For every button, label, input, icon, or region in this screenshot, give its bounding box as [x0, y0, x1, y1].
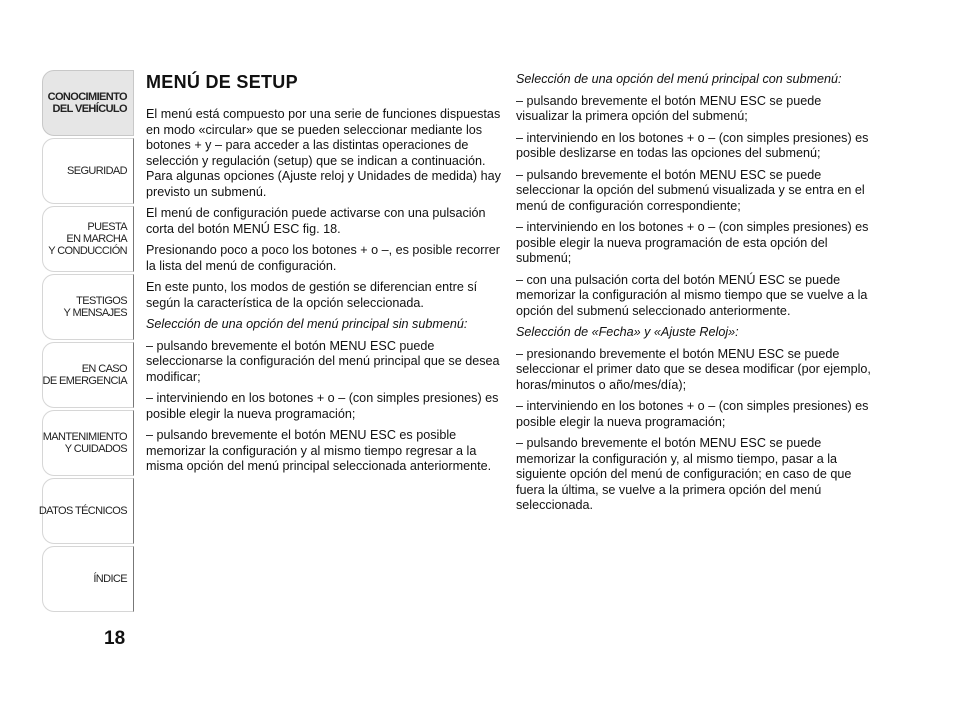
tab-label-line: CONOCIMIENTO: [47, 91, 127, 103]
tab-label-line: Y CUIDADOS: [64, 443, 127, 455]
tab-label-line: EN CASO: [81, 363, 127, 375]
right-column-body: [516, 72, 871, 514]
tab-indice[interactable]: [42, 546, 134, 612]
section-subheading: Selección de una opción del menú principal sin submenú:: [146, 317, 468, 331]
tab-label-line: TESTIGOS: [76, 295, 127, 307]
paragraph: – pulsando brevemente el botón MENU ESC se puede visualizar la primera opción del submenú;: [516, 93, 822, 123]
page-number: 18: [104, 628, 126, 649]
paragraph: – pulsando brevemente el botón MENU ESC se puede seleccionar la opción del submenú visualizada y se entra en el menú de configuración correspondiente;: [516, 167, 865, 213]
tab-conocimiento-del-vehiculo[interactable]: [42, 70, 134, 136]
tab-en-caso-de-emergencia[interactable]: [42, 342, 134, 408]
tab-datos-tecnicos[interactable]: [38, 478, 134, 544]
tab-label-line: Y CONDUCCIÓN: [48, 245, 127, 257]
paragraph: – interviniendo en los botones + o – (con simples presiones) es posible elegir la nueva programación;: [516, 399, 869, 429]
text-column-right: [516, 72, 871, 520]
tab-label-line: ÍNDICE: [93, 573, 127, 585]
text-column-left: [146, 72, 501, 481]
section-subheading: Selección de una opción del menú principal con submenú:: [516, 72, 842, 86]
tab-label-line: EN MARCHA: [66, 233, 127, 245]
paragraph: Presionando poco a poco los botones + o –, es posible recorrer la lista del menú de configuración.: [146, 243, 500, 273]
tab-testigos-y-mensajes[interactable]: [42, 274, 134, 340]
tab-label-line: MANTENIMIENTO: [42, 431, 127, 443]
tab-mantenimiento-y-cuidados[interactable]: [42, 410, 134, 476]
paragraph: El menú de configuración puede activarse con una pulsación corta del botón MENÚ ESC fig. 18.: [146, 206, 486, 236]
page-title: MENÚ DE SETUP: [146, 72, 298, 92]
paragraph: – con una pulsación corta del botón MENÚ ESC se puede memorizar la configuración al mismo tiempo que se vuelve a la opción del submenú seleccionado anteriormente.: [516, 272, 868, 318]
tab-seguridad[interactable]: [42, 138, 134, 204]
tab-label-line: DATOS TÉCNICOS: [38, 505, 127, 517]
section-subheading: Selección de «Fecha» y «Ajuste Reloj»:: [516, 325, 739, 339]
paragraph: – pulsando brevemente el botón MENU ESC se puede memorizar la configuración y, al mismo tiempo, pasar a la siguiente opción del menú de configuración; en caso de que fuera la última, se vuelve a la primera opción del menú seleccionada.: [516, 436, 852, 512]
paragraph: El menú está compuesto por una serie de funciones dispuestas en modo «circular» que se pueden seleccionar mediante los botones + y – para acceder a las distintas operaciones de selección y regulación (setup) que se indican a continuación. Para algunas opciones (Ajuste reloj y Unidades de medida) hay previsto un submenú.: [146, 107, 501, 199]
tab-label-line: DEL VEHÍCULO: [52, 103, 127, 115]
tab-label-line: SEGURIDAD: [67, 165, 127, 177]
left-column-body: [146, 107, 501, 475]
tab-label-line: PUESTA: [87, 221, 127, 233]
paragraph: – pulsando brevemente el botón MENU ESC es posible memorizar la configuración y al mismo tiempo regresar a la misma opción del menú principal seleccionada anteriormente.: [146, 428, 492, 473]
paragraph: – interviniendo en los botones + o – (con simples presiones) es posible elegir la nueva programación;: [146, 391, 499, 421]
paragraph: – pulsando brevemente el botón MENU ESC puede seleccionarse la configuración del menú principal que se desea modificar;: [146, 338, 500, 384]
paragraph: – interviniendo en los botones + o – (con simples presiones) es posible elegir la nueva programación de esta opción del submenú;: [516, 220, 869, 265]
tab-puesta-en-marcha[interactable]: [42, 206, 134, 272]
tab-label-line: Y MENSAJES: [63, 307, 127, 319]
paragraph: – presionando brevemente el botón MENU ESC se puede seleccionar el primer dato que se desea modificar (por ejemplo, horas/minutos o año/mes/día);: [516, 346, 871, 392]
tab-label-line: DE EMERGENCIA: [42, 375, 127, 387]
paragraph: – interviniendo en los botones + o – (con simples presiones) es posible deslizarse en todas las opciones del submenú;: [516, 130, 869, 160]
paragraph: En este punto, los modos de gestión se diferencian entre sí según la característica de la opción seleccionada.: [146, 280, 478, 310]
chapter-sidebar: [38, 70, 134, 614]
